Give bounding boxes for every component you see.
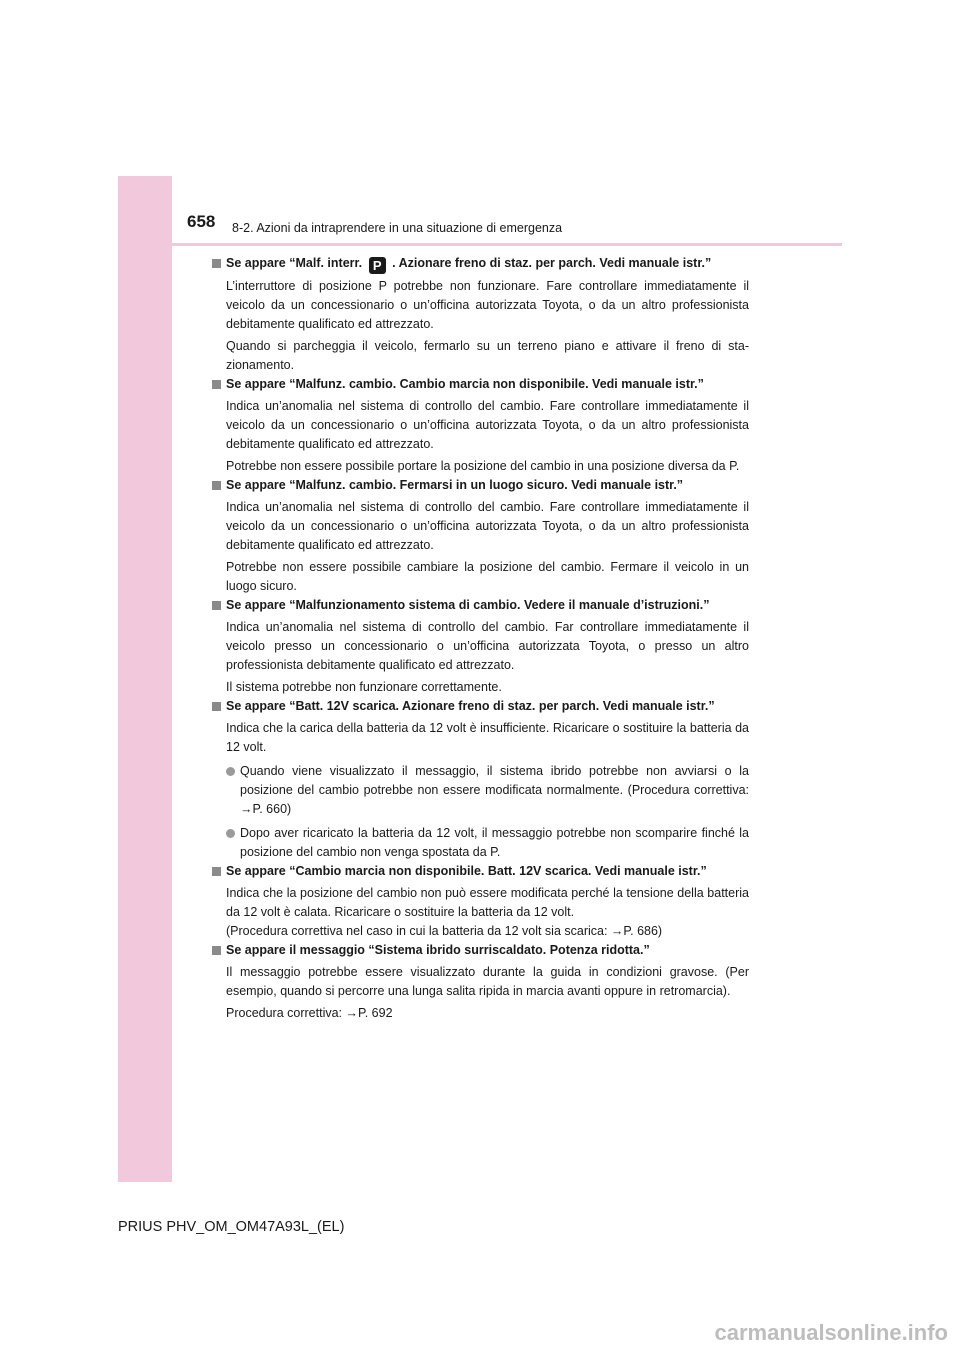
- section-cambio-non-disponibile-batt: [212, 862, 749, 941]
- section-batt-12v-scarica: [212, 697, 749, 862]
- paragraph: Indica che la carica della batteria da 12 volt è insufficiente. Ricaricare o sostituire la batteria da 12 volt.: [226, 721, 749, 754]
- square-bullet-icon: [212, 702, 221, 711]
- circle-bullet-icon: [226, 829, 235, 838]
- paragraph: Il sistema potrebbe non funzionare correttamente.: [226, 680, 502, 694]
- square-bullet-icon: [212, 946, 221, 955]
- paragraph: Procedura correttiva: →P. 692: [226, 1006, 393, 1020]
- section-malfunz-cambio-fermarsi: [212, 476, 749, 596]
- paragraph: Il messaggio potrebbe essere visualizzato durante la guida in condizioni gravose. (Per esempio, quando si percorre una lunga salita ripida in marcia avanti oppure in retromarcia).: [226, 965, 749, 998]
- square-bullet-icon: [212, 380, 221, 389]
- paragraph: Indica un’anomalia nel sistema di controllo del cambio. Fare controllare immediatamente il veicolo da un concessionario o un’officina autorizzata Toyota, o da un altro professionista debitamente qualificato ed attrezzato.: [226, 500, 749, 552]
- paragraph: Indica un’anomalia nel sistema di controllo del cambio. Fare controllare immediatamente il veicolo da un concessionario o un’officina autorizzata Toyota, o da un altro professionista debitamente qualificato ed attrezzato.: [226, 399, 749, 451]
- header-divider: [172, 243, 842, 246]
- section-title: Se appare il messaggio “Sistema ibrido surriscaldato. Potenza ridotta.”: [212, 941, 749, 960]
- section-malf-interruttore: [212, 254, 749, 375]
- footer-doc-code: PRIUS PHV_OM_OM47A93L_(EL): [118, 1219, 345, 1235]
- section-title: Se appare “Malfunz. cambio. Fermarsi in un luogo sicuro. Vedi manuale istr.”: [212, 476, 749, 495]
- square-bullet-icon: [212, 259, 221, 268]
- paragraph: L’interruttore di posizione P potrebbe non funzionare. Fare controllare immediatamente il veicolo da un concessionario o un’officina autorizzata Toyota, o da un altro professionista debitamente qualificato ed attrezzato.: [226, 279, 749, 331]
- paragraph: Potrebbe non essere possibile portare la posizione del cambio in una posizione diversa da P.: [226, 459, 740, 473]
- section-malfunz-cambio-non-disponibile: [212, 375, 749, 476]
- section-malfunzionamento-sistema-cambio: [212, 596, 749, 697]
- square-bullet-icon: [212, 481, 221, 490]
- section-title: Se appare “Malfunz. cambio. Cambio marcia non disponibile. Vedi manuale istr.”: [212, 375, 749, 394]
- section-title: Se appare “Cambio marcia non disponibile. Batt. 12V scarica. Vedi manuale istr.”: [212, 862, 749, 881]
- section-title: Se appare “Malf. interr. P . Azionare freno di staz. per parch. Vedi manuale istr.”: [212, 254, 749, 274]
- paragraph: Quando si parcheggia il veicolo, fermarlo su un terreno piano e attivare il freno di stazionamento.: [226, 339, 749, 372]
- page-content: [212, 254, 749, 1023]
- bullet-item: Dopo aver ricaricato la batteria da 12 volt, il messaggio potrebbe non scomparire finché la posizione del cambio non venga spostata da P.: [212, 824, 749, 862]
- section-title: Se appare “Batt. 12V scarica. Azionare freno di staz. per parch. Vedi manuale istr.”: [212, 697, 749, 716]
- page-number: 658: [187, 212, 216, 231]
- section-title: Se appare “Malfunzionamento sistema di cambio. Vedere il manuale d’istruzioni.”: [212, 596, 749, 615]
- paragraph: Potrebbe non essere possibile cambiare la posizione del cambio. Fermare il veicolo in un luogo sicuro.: [226, 560, 749, 593]
- paragraph: Indica che la posizione del cambio non può essere modificata perché la tensione della batteria da 12 volt è calata. Ricaricare o sostituire la batteria da 12 volt. (Procedura correttiva nel caso in cui la batteria da 12 volt sia scarica: →P. 686): [226, 886, 749, 938]
- bullet-item: Quando viene visualizzato il messaggio, il sistema ibrido potrebbe non avviarsi o la posizione del cambio potrebbe non essere modificata normalmente. (Procedura correttiva: →P. 660): [212, 762, 749, 819]
- square-bullet-icon: [212, 601, 221, 610]
- parking-p-icon: P: [369, 257, 386, 274]
- paragraph: Indica un’anomalia nel sistema di controllo del cambio. Far controllare immediatamente il veicolo presso un concessionario o un’officina autorizzata Toyota, o presso un altro professionista debitamente qualificato ed attrezzato.: [226, 620, 749, 672]
- side-color-band: [118, 176, 172, 1182]
- section-header-title: 8-2. Azioni da intraprendere in una situazione di emergenza: [232, 221, 563, 235]
- circle-bullet-icon: [226, 767, 235, 776]
- square-bullet-icon: [212, 867, 221, 876]
- section-sistema-ibrido-surriscaldato: [212, 941, 749, 1023]
- watermark: carmanualsonline.info: [714, 1320, 948, 1345]
